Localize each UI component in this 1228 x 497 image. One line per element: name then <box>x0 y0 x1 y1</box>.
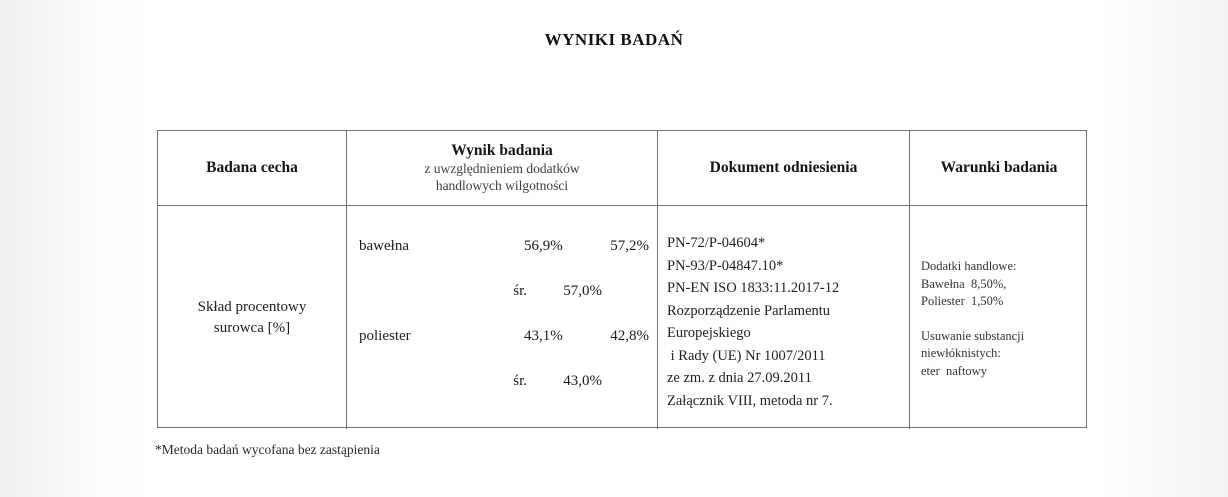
header-dokument-odniesienia-label: Dokument odniesienia <box>709 159 858 176</box>
header-badana-cecha-label: Badana cecha <box>206 159 298 176</box>
spacer <box>359 283 469 300</box>
footnote: *Metoda badań wycofana bez zastąpienia <box>155 442 380 457</box>
condition-line: eter naftowy <box>921 363 987 378</box>
result-row-poliester-avg <box>359 373 649 390</box>
page-title: WYNIKI BADAŃ <box>544 30 684 49</box>
reference-line: PN-72/P-04604* <box>667 235 766 251</box>
header-dokument-odniesienia <box>657 131 909 206</box>
result-value-1: 43,1% <box>524 328 563 344</box>
result-value-2: 57,2% <box>610 238 649 254</box>
reference-line: i Rady (UE) Nr 1007/2011 <box>667 347 826 364</box>
result-row-bawelna <box>359 238 649 255</box>
avg-value: 57,0% <box>563 283 602 299</box>
cell-warunki-badania <box>909 206 1088 429</box>
result-value-2: 42,8% <box>610 328 649 344</box>
header-wynik-badania-sub2: handlowych wilgotności <box>435 178 569 193</box>
avg-label: śr. <box>513 373 527 389</box>
result-row-poliester <box>359 328 649 345</box>
feature-line1: Skład procentowy <box>197 298 307 315</box>
reference-line: Europejskiego <box>667 325 751 341</box>
header-wynik-badania-title: Wynik badania <box>451 142 553 159</box>
result-row-bawelna-avg <box>359 283 649 300</box>
cell-badana-cecha <box>158 206 346 429</box>
reference-line: ze zm. z dnia 27.09.2011 <box>667 370 812 386</box>
avg-value: 43,0% <box>563 373 602 389</box>
reference-line: PN-93/P-04847.10* <box>667 257 784 274</box>
reference-line: Załącznik VIII, metoda nr 7. <box>667 392 833 409</box>
header-warunki-badania-label: Warunki badania <box>940 159 1058 176</box>
cell-dokument-odniesienia <box>657 206 909 429</box>
condition-line: Bawełna 8,50%, <box>921 276 1007 291</box>
condition-line: niewłóknistych: <box>921 346 1001 360</box>
avg-label: śr. <box>513 283 527 299</box>
header-badana-cecha <box>158 131 346 206</box>
result-label: poliester <box>359 328 411 344</box>
reference-line: PN-EN ISO 1833:11.2017-12 <box>667 280 840 296</box>
spacer <box>359 373 469 390</box>
cell-wynik-badania <box>346 206 657 429</box>
header-wynik-badania <box>346 131 657 206</box>
header-wynik-badania-sub1: z uwzględnieniem dodatków <box>424 161 580 176</box>
conditions-removal-group <box>921 328 1084 381</box>
condition-line: Usuwanie substancji <box>921 328 1025 343</box>
condition-line: Dodatki handlowe: <box>921 259 1017 273</box>
results-table <box>157 130 1087 428</box>
header-warunki-badania <box>909 131 1088 206</box>
feature-line2: surowca [%] <box>213 319 291 336</box>
conditions-additives-group <box>921 258 1084 311</box>
reference-line: Rozporządzenie Parlamentu <box>667 302 831 319</box>
result-label: bawełna <box>359 238 409 254</box>
result-value-1: 56,9% <box>524 238 563 254</box>
condition-line: Poliester 1,50% <box>921 294 1004 308</box>
